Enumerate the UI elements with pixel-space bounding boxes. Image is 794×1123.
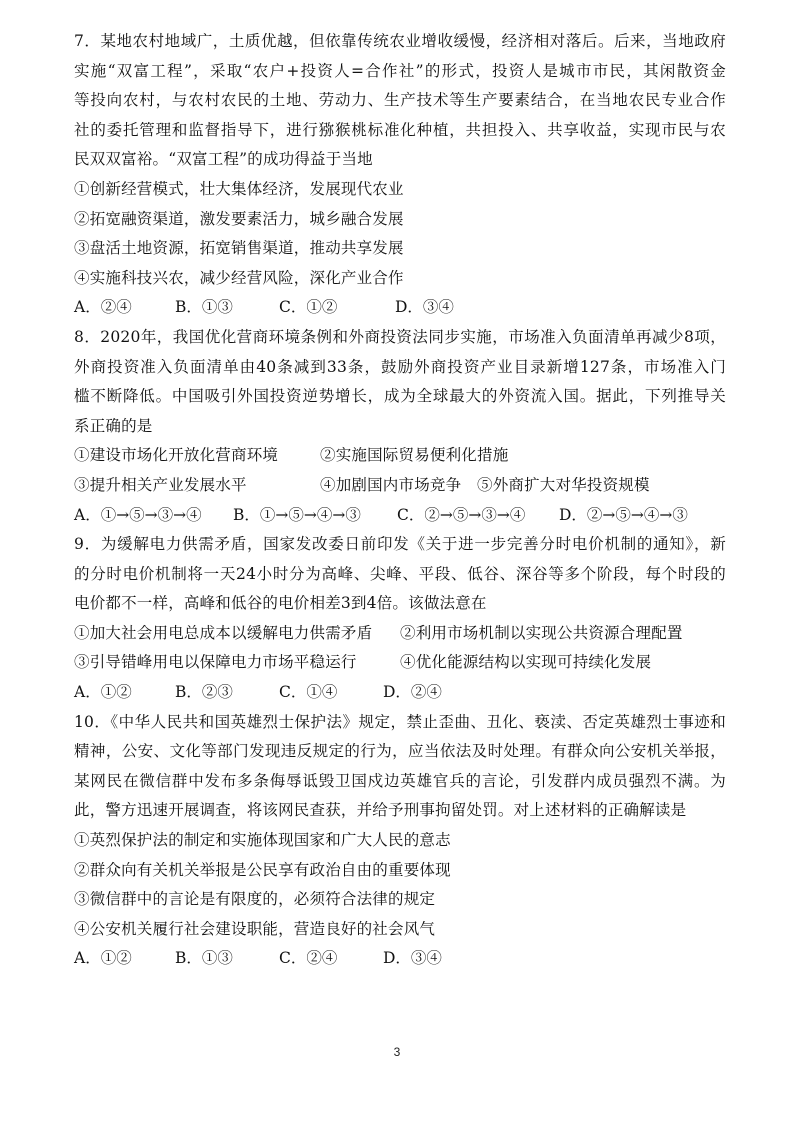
question-9-option: ①加大社会用电总成本以缓解电力供需矛盾	[74, 623, 373, 642]
question-9-options-row	[74, 619, 726, 649]
question-10-option: ③微信群中的言论是有限度的，必须符合法律的规定	[74, 890, 436, 909]
question-9-option: ④优化能源结构以实现可持续化发展	[400, 653, 652, 672]
answer-choice-c: C．①④	[279, 683, 338, 702]
question-7-option: ②拓宽融资渠道，激发要素活力，城乡融合发展	[74, 209, 404, 228]
question-9-option: ③引导错峰用电以保障电力市场平稳运行	[74, 653, 357, 672]
question-9-options-row	[74, 648, 726, 678]
question-8-option: ④加剧国内市场竞争	[320, 475, 462, 494]
answer-choice-a: A．①②	[74, 949, 132, 968]
question-7-option: ④实施科技兴农，减少经营风险，深化产业合作	[74, 268, 404, 287]
answer-choice-c: C．②④	[279, 949, 338, 968]
question-8-stem-line: 槛不断降低。中国吸引外国投资逆势增长，成为全球最大的外资流入国。据此，下列推导关	[74, 387, 726, 406]
question-9-option: ②利用市场机制以实现公共资源合理配置	[400, 623, 683, 642]
answer-choice-b: B．①③	[175, 949, 233, 968]
answer-choice-d: D．②→⑤→④→③	[559, 505, 688, 524]
question-10	[74, 708, 726, 974]
question-7-stem-line: 7．某地农村地域广，土质优越，但依靠传统农业增收缓慢，经济相对落后。后来，当地政府	[74, 32, 726, 50]
question-7-option: ①创新经营模式，壮大集体经济，发展现代农业	[74, 179, 404, 198]
question-9-stem-line: 电价都不一样，高峰和低谷的电价相差3到4倍。该做法意在	[74, 594, 487, 613]
answer-choice-c: C．②→⑤→③→④	[397, 505, 526, 524]
answer-choice-b: B．①③	[175, 298, 233, 317]
question-10-option: ②群众向有关机关举报是公民享有政治自由的重要体现	[74, 860, 451, 879]
answer-choice-a: A．②④	[74, 298, 132, 317]
question-8-option: ③提升相关产业发展水平	[74, 475, 247, 494]
question-10-option: ④公安机关履行社会建设职能，营造良好的社会风气	[74, 919, 436, 938]
question-8-options-row	[74, 471, 726, 501]
question-10-stem-line: 某网民在微信群中发布多条侮辱诋毁卫国戍边英雄官兵的言论，引发群内成员强烈不满。为	[74, 771, 726, 790]
question-10-answers	[74, 944, 726, 974]
question-10-option: ①英烈保护法的制定和实施体现国家和广大人民的意志	[74, 831, 451, 850]
question-7-option: ③盘活土地资源，拓宽销售渠道，推动共享发展	[74, 239, 404, 258]
question-8-option: ②实施国际贸易便利化措施	[320, 446, 509, 465]
answer-choice-a: A．①→⑤→③→④	[74, 505, 202, 524]
question-10-stem-line: 10．《中华人民共和国英雄烈士保护法》规定，禁止歪曲、丑化、亵渎、否定英雄烈士事迹和	[74, 712, 726, 731]
answer-choice-c: C．①②	[279, 298, 338, 317]
question-8-option: ①建设市场化开放化营商环境	[74, 446, 279, 465]
question-10-stem-line: 精神，公安、文化等部门发现违反规定的行为，应当依法及时处理。有群众向公安机关举报，	[74, 742, 726, 761]
question-7-stem-line: 社的委托管理和监督指导下，进行猕猴桃标准化种植，共担投入、共享收益，实现市民与农	[74, 120, 726, 139]
question-9-stem-line: 9．为缓解电力供需矛盾，国家发改委日前印发《关于进一步完善分时电价机制的通知》，新	[74, 535, 726, 554]
answer-choice-d: D．③④	[395, 298, 454, 317]
question-9-answers	[74, 678, 726, 708]
question-8-option: ⑤外商扩大对华投资规模	[477, 475, 650, 494]
question-7-stem-line: 等投向农村，与农村农民的土地、劳动力、生产技术等生产要素结合，在当地农民专业合作	[74, 91, 726, 110]
answer-choice-d: D．②④	[383, 683, 442, 702]
question-10-stem-line: 此，警方迅速开展调查，将该网民查获，并给予刑事拘留处罚。对上述材料的正确解读是	[74, 801, 687, 820]
answer-choice-d: D．③④	[383, 949, 442, 968]
page-number: 3	[393, 1045, 401, 1059]
question-9-stem-line: 的分时电价机制将一天24小时分为高峰、尖峰、平段、低谷、深谷等多个阶段，每个时段的	[74, 564, 726, 583]
question-7-stem-line: 民双双富裕。“双富工程”的成功得益于当地	[74, 150, 373, 169]
question-8-stem-line: 外商投资准入负面清单由40条减到33条，鼓励外商投资产业目录新增127条，市场准入门	[74, 357, 726, 376]
question-7-answers	[74, 293, 726, 323]
question-8-stem-line: 8．2020年，我国优化营商环境条例和外商投资法同步实施，市场准入负面清单再减少8项，	[74, 327, 726, 346]
question-9	[74, 530, 726, 708]
question-7	[74, 27, 726, 323]
answer-choice-a: A．①②	[74, 683, 132, 702]
question-7-stem-line: 实施“双富工程”，采取“农户+投资人=合作社”的形式，投资人是城市市民，其闲散资金	[74, 61, 726, 80]
answer-choice-b: B．②③	[175, 683, 233, 702]
answer-choice-b: B．①→⑤→④→③	[233, 505, 361, 524]
question-8	[74, 323, 726, 530]
question-8-stem-line: 系正确的是	[74, 416, 153, 435]
page-content	[74, 27, 726, 974]
question-8-answers	[74, 501, 726, 531]
question-8-options-row	[74, 441, 726, 471]
